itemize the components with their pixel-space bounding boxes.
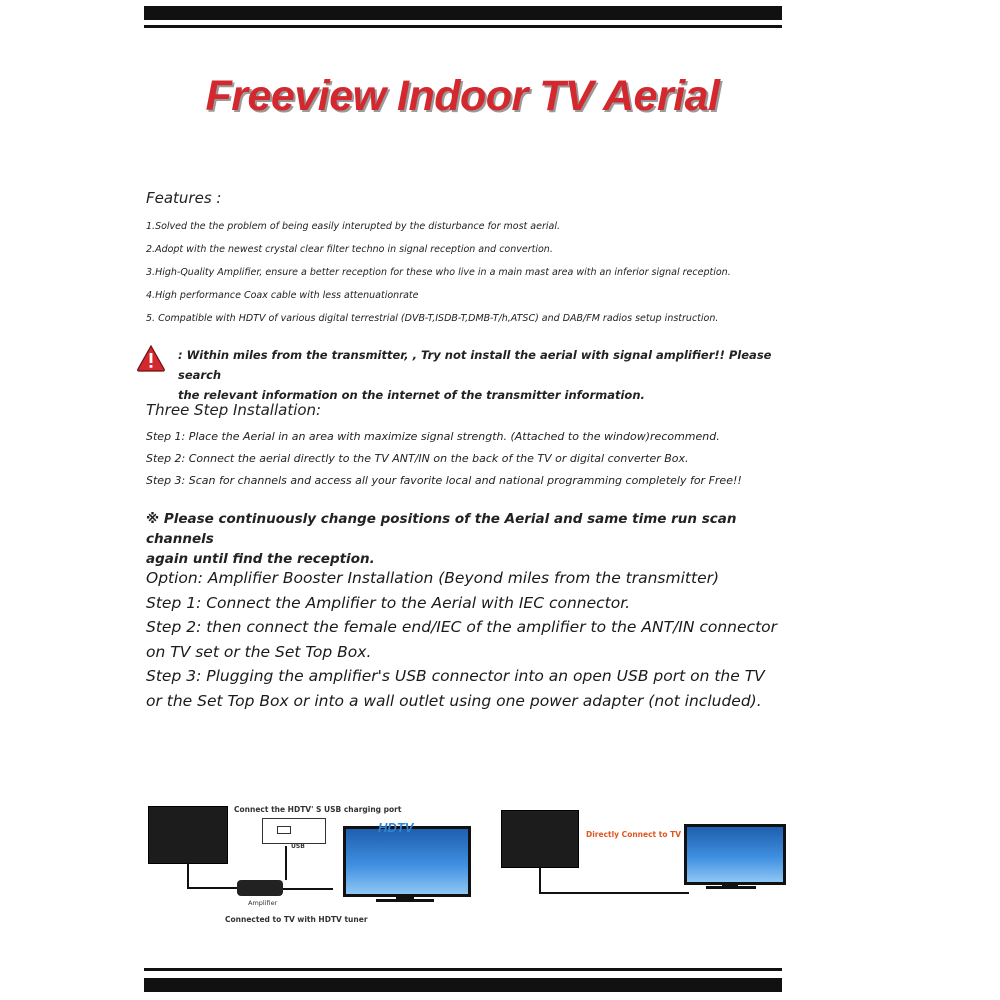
coax-cable <box>283 888 333 890</box>
amplifier-image <box>237 880 283 896</box>
coax-cable <box>187 887 237 889</box>
option-line: Step 3: Plugging the amplifier's USB connector into an open USB port on the TV <box>146 667 765 686</box>
note-line: again until find the reception. <box>146 551 375 567</box>
feature-item: 1.Solved the the problem of being easily interupted by the disturbance for most aerial. <box>146 221 560 232</box>
feature-item: 2.Adopt with the newest crystal clear filter techno in signal reception and convertion. <box>146 244 553 255</box>
feature-item: 3.High-Quality Amplifier, ensure a better reception for these who live in a main mast area with an inferior signal reception. <box>146 267 731 278</box>
diagram-caption: Connected to TV with HDTV tuner <box>225 915 368 924</box>
option-line: Step 1: Connect the Amplifier to the Aerial with IEC connector. <box>146 593 631 612</box>
aerial-panel-image <box>501 810 579 868</box>
direct-caption: Directly Connect to TV <box>586 830 682 839</box>
warning-triangle-icon <box>136 344 166 372</box>
coax-cable <box>539 866 541 894</box>
install-step: Step 1: Place the Aerial in an area with maximize signal strength. (Attached to the window)recommend. <box>146 430 720 443</box>
features-heading: Features : <box>146 189 222 207</box>
reposition-note <box>146 509 796 569</box>
coax-cable <box>187 862 189 888</box>
usb-port-box <box>262 818 326 844</box>
tv-stand <box>706 886 756 889</box>
usb-label: USB <box>291 843 305 850</box>
tv-stand <box>376 899 434 902</box>
usb-caption: Connect the HDTV' S USB charging port <box>234 805 402 814</box>
warning-text <box>178 345 778 405</box>
install-step: Step 3: Scan for channels and access all your favorite local and national programming completely for Free!! <box>146 474 742 487</box>
hdtv-logo: HDTV <box>378 820 414 835</box>
amplifier-label: Amplifier <box>248 899 278 907</box>
option-line: on TV set or the Set Top Box. <box>146 642 372 661</box>
option-line: Option: Amplifier Booster Installation (Beyond miles from the transmitter) <box>146 569 720 587</box>
install-step: Step 2: Connect the aerial directly to the TV ANT/IN on the back of the TV or digital converter Box. <box>146 452 689 465</box>
installation-heading: Three Step Installation: <box>146 401 322 419</box>
usb-cable <box>285 846 287 880</box>
usb-port-icon <box>277 826 291 834</box>
tv-image <box>684 824 786 885</box>
amplifier-option-section <box>146 566 806 714</box>
option-line: Step 2: then connect the female end/IEC of the amplifier to the ANT/IN connector <box>146 618 777 637</box>
top-rule-thin <box>144 25 782 28</box>
page-title: Freeview Indoor TV Aerial <box>205 72 720 120</box>
option-line: or the Set Top Box or into a wall outlet using one power adapter (not included). <box>146 691 762 710</box>
tv-image <box>343 826 471 897</box>
feature-item: 5. Compatible with HDTV of various digital terrestrial (DVB-T,ISDB-T,DMB-T/h,ATSC) and DAB/FM radios setup instruction. <box>146 313 719 324</box>
note-line: ※ Please continuously change positions of the Aerial and same time run scan channels <box>146 511 737 547</box>
feature-item: 4.High performance Coax cable with less attenuationrate <box>146 290 419 301</box>
bottom-rule-thin <box>144 968 782 971</box>
warning-line: : Within miles from the transmitter, , Try not install the aerial with signal amplifier!! Please search <box>178 348 772 382</box>
top-rule <box>144 6 782 20</box>
coax-cable <box>539 892 689 894</box>
bottom-rule <box>144 978 782 992</box>
aerial-panel-image <box>148 806 228 864</box>
warning-line: the relevant information on the internet of the transmitter information. <box>178 388 645 402</box>
